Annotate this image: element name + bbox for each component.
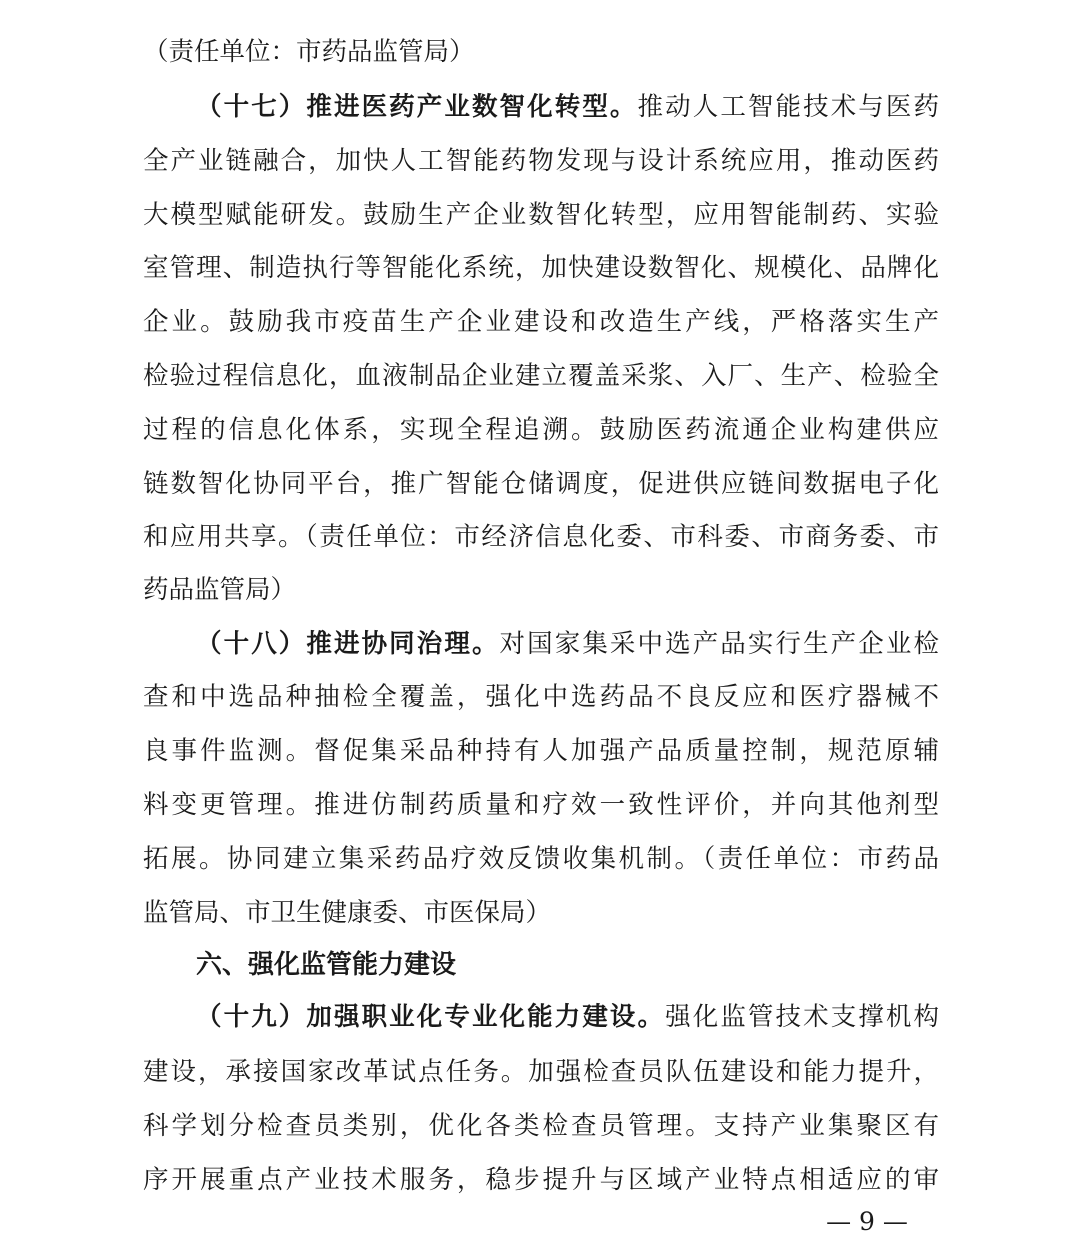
text-line: 拓展。协同建立集采药品疗效反馈收集机制。（责任单位：市药品 <box>143 844 939 874</box>
text-line: 链数智化协同平台，推广智能仓储调度，促进供应链间数据电子化 <box>143 469 939 499</box>
text-line: 大模型赋能研发。鼓励生产企业数智化转型，应用智能制药、实验 <box>143 200 939 230</box>
text-line: 检验过程信息化，血液制品企业建立覆盖采浆、入厂、生产、检验全 <box>143 361 939 391</box>
text-line: 科学划分检查员类别，优化各类检查员管理。支持产业集聚区有 <box>143 1111 939 1141</box>
text-line: 监管局、市卫生健康委、市医保局） <box>143 898 552 928</box>
text-line: 序开展重点产业技术服务，稳步提升与区域产业特点相适应的审 <box>143 1165 939 1195</box>
text-line: 良事件监测。督促集采品种持有人加强产品质量控制，规范原辅 <box>143 736 939 766</box>
page-number: — 9 — <box>826 1207 908 1236</box>
paragraph-19-lead-text: 强化监管技术支撑机构 <box>665 1002 939 1032</box>
text-line: 药品监管局） <box>143 575 297 605</box>
paragraph-19-first-line <box>196 997 939 1037</box>
text-line: 过程的信息化体系，实现全程追溯。鼓励医药流通企业构建供应 <box>143 415 939 445</box>
paragraph-18-first-line <box>196 624 939 664</box>
paragraph-18-lead-text: 对国家集采中选产品实行生产企业检 <box>499 629 939 659</box>
text-line-responsible-unit-1: （责任单位：市药品监管局） <box>143 37 475 67</box>
text-line: 建设，承接国家改革试点任务。加强检查员队伍建设和能力提升， <box>143 1057 939 1087</box>
section-heading: 六、强化监管能力建设 <box>196 950 457 980</box>
text-line: 和应用共享。（责任单位：市经济信息化委、市科委、市商务委、市 <box>143 522 939 552</box>
paragraph-18-heading: （十八）推进协同治理。 <box>196 629 500 659</box>
text-line: 企业。鼓励我市疫苗生产企业建设和改造生产线，严格落实生产 <box>143 307 939 337</box>
text-line: 料变更管理。推进仿制药质量和疗效一致性评价，并向其他剂型 <box>143 790 939 820</box>
paragraph-17-heading: （十七）推进医药产业数智化转型。 <box>196 92 638 122</box>
text-line: 查和中选品种抽检全覆盖，强化中选药品不良反应和医疗器械不 <box>143 682 939 712</box>
text-line: 室管理、制造执行等智能化系统，加快建设数智化、规模化、品牌化 <box>143 253 939 283</box>
paragraph-17-first-line <box>196 87 939 127</box>
paragraph-19-heading: （十九）加强职业化专业化能力建设。 <box>196 1002 666 1032</box>
paragraph-17-lead-text: 推动人工智能技术与医药 <box>637 92 939 122</box>
text-line: 全产业链融合，加快人工智能药物发现与设计系统应用，推动医药 <box>143 146 939 176</box>
